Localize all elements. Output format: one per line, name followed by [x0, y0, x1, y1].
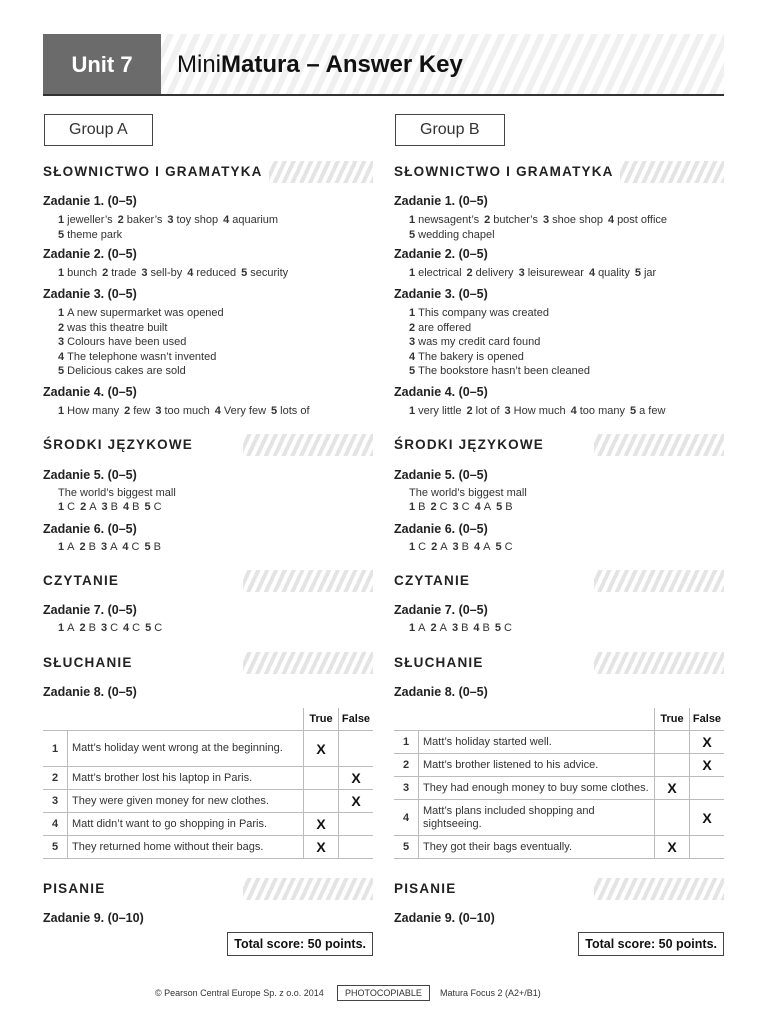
answer-text: A [89, 501, 97, 513]
answer-text: toy shop [176, 214, 219, 226]
row-number: 3 [43, 790, 68, 813]
answer-number: 4 [123, 622, 130, 634]
true-mark: X [304, 836, 339, 859]
answer-text: B [505, 501, 513, 513]
task-title: Zadanie 2. (0–5) [43, 247, 137, 261]
answer-line [58, 307, 229, 319]
task-title: Zadanie 7. (0–5) [394, 603, 488, 617]
answer-text: A [67, 541, 75, 553]
answer-number: 1 [409, 214, 416, 226]
task-title: Zadanie 9. (0–10) [43, 911, 144, 925]
table-row [394, 731, 724, 754]
answer-number: 1 [409, 405, 416, 417]
answer-number: 2 [124, 405, 131, 417]
false-mark [339, 813, 374, 836]
true-header: True [304, 708, 339, 731]
answer-text: B [132, 501, 140, 513]
answer-number: 5 [634, 267, 641, 279]
answer-number: 3 [543, 214, 550, 226]
row-number: 5 [43, 836, 68, 859]
header-rule [43, 94, 724, 96]
task-title: Zadanie 9. (0–10) [394, 911, 495, 925]
false-mark [339, 836, 374, 859]
answer-number: 2 [431, 541, 438, 553]
answer-text: Colours have been used [67, 336, 187, 349]
table-row [43, 731, 373, 767]
task-title: Zadanie 1. (0–5) [43, 194, 137, 208]
section-stripes [594, 652, 724, 674]
answer-text: few [133, 405, 151, 417]
answer-text: post office [617, 214, 668, 226]
answer-number: 1 [409, 541, 416, 553]
answer-line [409, 336, 545, 348]
answer-text: aquarium [232, 214, 279, 226]
false-mark: X [690, 731, 725, 754]
answer-number: 5 [145, 622, 152, 634]
answer-text: baker’s [126, 214, 163, 226]
true-mark [655, 731, 690, 754]
answer-number: 5 [496, 501, 503, 513]
task-title: Zadanie 3. (0–5) [43, 287, 137, 301]
true-mark [304, 767, 339, 790]
answer-text: a few [639, 405, 666, 417]
section-title: PISANIE [43, 878, 111, 900]
answer-number: 3 [504, 405, 511, 417]
answer-text: A new supermarket was opened [67, 307, 224, 319]
answer-text: C [67, 501, 76, 513]
answer-text: trade [111, 267, 137, 279]
row-number: 1 [394, 731, 419, 754]
answer-number: 1 [409, 307, 416, 319]
row-number: 1 [43, 731, 68, 767]
photocopiable-badge: PHOTOCOPIABLE [337, 985, 430, 1001]
row-number: 2 [43, 767, 68, 790]
answer-line [409, 405, 670, 417]
answer-number: 2 [102, 267, 109, 279]
header-blank [68, 708, 304, 731]
section-title: ŚRODKI JĘZYKOWE [43, 434, 199, 456]
table-row [43, 836, 373, 859]
answer-number: 5 [241, 267, 248, 279]
answer-text: newsagent’s [418, 214, 480, 226]
answer-line [58, 622, 167, 634]
answer-number: 5 [144, 501, 151, 513]
answer-text: A [483, 501, 492, 513]
answer-text: butcher’s [493, 214, 539, 226]
answer-line [409, 229, 500, 241]
false-mark: X [339, 767, 374, 790]
answer-text: are offered [418, 321, 472, 334]
answer-number: 3 [101, 501, 108, 513]
table-row [394, 777, 724, 800]
statement: They returned home without their bags. [68, 836, 304, 859]
answer-number: 2 [484, 214, 491, 226]
false-mark [690, 777, 725, 800]
answer-number: 1 [58, 214, 65, 226]
answer-text: leisurewear [527, 267, 584, 279]
answer-number: 4 [122, 541, 129, 553]
answer-line [409, 307, 554, 319]
answer-line [58, 336, 191, 348]
group-label: Group B [395, 114, 505, 146]
answer-number: 4 [214, 405, 221, 417]
table-row [43, 767, 373, 790]
section-title: CZYTANIE [394, 570, 476, 592]
title-light: Mini [177, 51, 222, 78]
true-mark [655, 754, 690, 777]
table-row [394, 754, 724, 777]
section-title: CZYTANIE [43, 570, 125, 592]
answer-line [58, 322, 172, 334]
true-mark [655, 800, 690, 836]
answer-number: 3 [452, 541, 459, 553]
unit-label: Unit 7 [43, 34, 161, 96]
answer-text: Very few [223, 405, 267, 417]
task-title: Zadanie 4. (0–5) [43, 385, 137, 399]
answer-number: 4 [187, 267, 194, 279]
answer-text: A [110, 541, 118, 553]
answer-number: 3 [100, 622, 108, 634]
answer-text: A [440, 541, 448, 553]
answer-number: 5 [409, 365, 416, 378]
answer-text: very little [418, 405, 462, 417]
answer-number: 3 [141, 267, 148, 279]
answer-text: C [504, 622, 512, 634]
table-row [394, 800, 724, 836]
answer-number: 4 [473, 622, 480, 634]
answer-line [58, 405, 315, 417]
section-stripes [594, 434, 724, 456]
passage-title: The world’s biggest mall [409, 487, 527, 499]
answer-number: 2 [430, 501, 437, 513]
answer-text: jar [643, 267, 657, 279]
task-title: Zadanie 8. (0–5) [43, 685, 137, 699]
answer-number: 1 [409, 622, 416, 634]
answer-number: 4 [123, 501, 130, 513]
section-title: SŁUCHANIE [394, 652, 490, 674]
answer-number: 3 [518, 267, 525, 279]
section-title: PISANIE [394, 878, 462, 900]
answer-number: 2 [80, 501, 87, 513]
footer-copyright: © Pearson Central Europe Sp. z o.o. 2014 [155, 988, 324, 998]
answer-text: How much [513, 405, 566, 417]
answer-text: B [88, 541, 96, 553]
page-title [177, 48, 463, 82]
section-heading [43, 652, 373, 674]
section-stripes [243, 878, 373, 900]
answer-text: reduced [196, 267, 237, 279]
section-stripes [594, 570, 724, 592]
true-false-table [394, 708, 724, 859]
answer-line [58, 541, 166, 553]
answer-number: 4 [607, 214, 615, 226]
false-mark [690, 836, 725, 859]
task-title: Zadanie 6. (0–5) [43, 522, 137, 536]
answer-text: Delicious cakes are sold [67, 365, 186, 378]
true-mark: X [655, 836, 690, 859]
answer-text: C [110, 622, 119, 634]
answer-number: 4 [588, 267, 596, 279]
statement: They got their bags eventually. [419, 836, 655, 859]
answer-text: A [418, 622, 426, 634]
answer-text: electrical [418, 267, 462, 279]
answer-number: 2 [466, 267, 473, 279]
answer-text: C [439, 501, 448, 513]
statement: Matt’s brother lost his laptop in Paris. [68, 767, 304, 790]
answer-number: 3 [409, 336, 416, 349]
header-blank [43, 708, 68, 731]
answer-number: 1 [58, 501, 65, 513]
answer-line [409, 501, 518, 513]
answer-number: 5 [58, 229, 65, 241]
answer-text: delivery [475, 267, 514, 279]
true-false-table [43, 708, 373, 859]
true-header: True [655, 708, 690, 731]
answer-text: C [418, 541, 427, 553]
section-heading [394, 570, 724, 592]
answer-line [409, 365, 595, 377]
statement: They had enough money to buy some clothes. [419, 777, 655, 800]
answer-number: 2 [117, 214, 124, 226]
answer-text: C [153, 501, 162, 513]
answer-text: bunch [67, 267, 98, 279]
true-mark: X [304, 813, 339, 836]
false-mark [339, 731, 374, 767]
answer-number: 1 [58, 307, 65, 319]
answer-number: 3 [58, 336, 65, 349]
section-heading [394, 878, 724, 900]
answer-text: too many [579, 405, 625, 417]
answer-number: 3 [167, 214, 174, 226]
answer-line [409, 214, 672, 226]
answer-text: A [483, 541, 491, 553]
section-stripes [243, 434, 373, 456]
answer-text: too much [164, 405, 210, 417]
answer-text: lots of [280, 405, 310, 417]
answer-number: 4 [409, 350, 416, 363]
section-title: SŁOWNICTWO I GRAMATYKA [43, 161, 269, 183]
title-bold: Matura – Answer Key [221, 51, 463, 78]
answer-number: 1 [58, 405, 65, 417]
answer-number: 4 [223, 214, 230, 226]
answer-text: The bookstore hasn’t been cleaned [418, 365, 590, 378]
false-header: False [339, 708, 374, 731]
answer-text: B [88, 622, 96, 634]
answer-text: B [110, 501, 119, 513]
answer-text: C [131, 541, 140, 553]
answer-text: B [482, 622, 490, 634]
answer-number: 3 [100, 541, 108, 553]
answer-number: 4 [474, 541, 481, 553]
answer-text: security [250, 267, 289, 279]
table-row [394, 836, 724, 859]
statement: Matt didn’t want to go shopping in Paris. [68, 813, 304, 836]
section-heading [394, 161, 724, 183]
section-heading [43, 434, 373, 456]
section-stripes [243, 652, 373, 674]
answer-number: 3 [452, 501, 459, 513]
answer-text: A [67, 622, 75, 634]
answer-number: 5 [494, 622, 501, 634]
answer-number: 5 [58, 365, 65, 378]
task-title: Zadanie 8. (0–5) [394, 685, 488, 699]
answer-number: 1 [58, 267, 65, 279]
answer-line [58, 214, 283, 226]
answer-number: 1 [409, 501, 416, 513]
section-heading [43, 570, 373, 592]
answer-text: A [439, 622, 447, 634]
passage-title: The world’s biggest mall [58, 487, 176, 499]
answer-line [409, 541, 518, 553]
true-mark [304, 790, 339, 813]
total-score: Total score: 50 points. [578, 932, 724, 956]
answer-text: C [132, 622, 141, 634]
answer-text: B [153, 541, 161, 553]
task-title: Zadanie 4. (0–5) [394, 385, 488, 399]
task-title: Zadanie 6. (0–5) [394, 522, 488, 536]
section-title: SŁUCHANIE [43, 652, 139, 674]
answer-number: 5 [495, 541, 502, 553]
answer-line [409, 351, 529, 363]
answer-text: The bakery is opened [418, 350, 524, 363]
statement: Matt’s holiday went wrong at the beginning. [68, 731, 304, 767]
answer-text: B [418, 501, 426, 513]
answer-line [409, 322, 476, 334]
answer-number: 1 [58, 541, 65, 553]
table-row [43, 813, 373, 836]
answer-number: 5 [271, 405, 278, 417]
answer-text: The telephone wasn’t invented [67, 350, 217, 363]
statement: They were given money for new clothes. [68, 790, 304, 813]
task-title: Zadanie 2. (0–5) [394, 247, 488, 261]
answer-line [58, 229, 127, 241]
section-stripes [594, 878, 724, 900]
table-row [43, 790, 373, 813]
answer-text: How many [67, 405, 120, 417]
section-heading [394, 652, 724, 674]
answer-line [58, 351, 221, 363]
task-title: Zadanie 5. (0–5) [43, 468, 137, 482]
true-mark: X [304, 731, 339, 767]
answer-number: 2 [79, 541, 86, 553]
answer-line [58, 501, 167, 513]
section-stripes [243, 570, 373, 592]
answer-number: 2 [79, 622, 86, 634]
section-title: SŁOWNICTWO I GRAMATYKA [394, 161, 620, 183]
answer-text: jeweller’s [67, 214, 113, 226]
answer-text: theme park [67, 229, 123, 241]
answer-text: C [461, 501, 470, 513]
answer-number: 2 [58, 321, 65, 334]
false-mark: X [690, 754, 725, 777]
answer-text: This company was created [418, 307, 549, 319]
task-title: Zadanie 1. (0–5) [394, 194, 488, 208]
answer-number: 1 [409, 267, 416, 279]
false-mark: X [690, 800, 725, 836]
section-title: ŚRODKI JĘZYKOWE [394, 434, 550, 456]
row-number: 2 [394, 754, 419, 777]
answer-number: 2 [409, 321, 416, 334]
answer-number: 2 [430, 622, 437, 634]
answer-text: quality [598, 267, 630, 279]
answer-text: C [154, 622, 163, 634]
answer-number: 5 [144, 541, 151, 553]
answer-number: 3 [451, 622, 459, 634]
section-heading [43, 161, 373, 183]
answer-text: shoe shop [552, 214, 603, 226]
true-mark: X [655, 777, 690, 800]
answer-number: 4 [474, 501, 481, 513]
answer-number: 4 [570, 405, 577, 417]
answer-text: was this theatre built [67, 321, 168, 334]
answer-text: B [461, 541, 470, 553]
header-blank [394, 708, 419, 731]
answer-number: 5 [629, 405, 637, 417]
row-number: 4 [394, 800, 419, 836]
answer-number: 4 [58, 350, 65, 363]
false-header: False [690, 708, 725, 731]
group-label: Group A [44, 114, 153, 146]
task-title: Zadanie 7. (0–5) [43, 603, 137, 617]
page-header [43, 34, 724, 96]
answer-line [409, 622, 517, 634]
task-title: Zadanie 3. (0–5) [394, 287, 488, 301]
statement: Matt’s brother listened to his advice. [419, 754, 655, 777]
answer-text: C [504, 541, 513, 553]
answer-text: lot of [475, 405, 500, 417]
answer-line [409, 267, 661, 279]
section-heading [394, 434, 724, 456]
group-b-column [394, 114, 724, 951]
row-number: 5 [394, 836, 419, 859]
total-score: Total score: 50 points. [227, 932, 373, 956]
statement: Matt’s plans included shopping and sightseeing. [419, 800, 655, 836]
answer-text: sell-by [150, 267, 183, 279]
row-number: 3 [394, 777, 419, 800]
answer-number: 3 [155, 405, 162, 417]
row-number: 4 [43, 813, 68, 836]
false-mark: X [339, 790, 374, 813]
answer-text: wedding chapel [418, 229, 495, 241]
answer-text: was my credit card found [418, 336, 541, 349]
header-blank [419, 708, 655, 731]
footer-book: Matura Focus 2 (A2+/B1) [440, 988, 541, 998]
section-heading [43, 878, 373, 900]
answer-number: 5 [409, 229, 416, 241]
group-a-column [43, 114, 373, 951]
answer-number: 2 [466, 405, 473, 417]
answer-line [58, 267, 293, 279]
answer-number: 1 [58, 622, 65, 634]
statement: Matt’s holiday started well. [419, 731, 655, 754]
answer-text: B [461, 622, 469, 634]
answer-line [58, 365, 191, 377]
task-title: Zadanie 5. (0–5) [394, 468, 488, 482]
